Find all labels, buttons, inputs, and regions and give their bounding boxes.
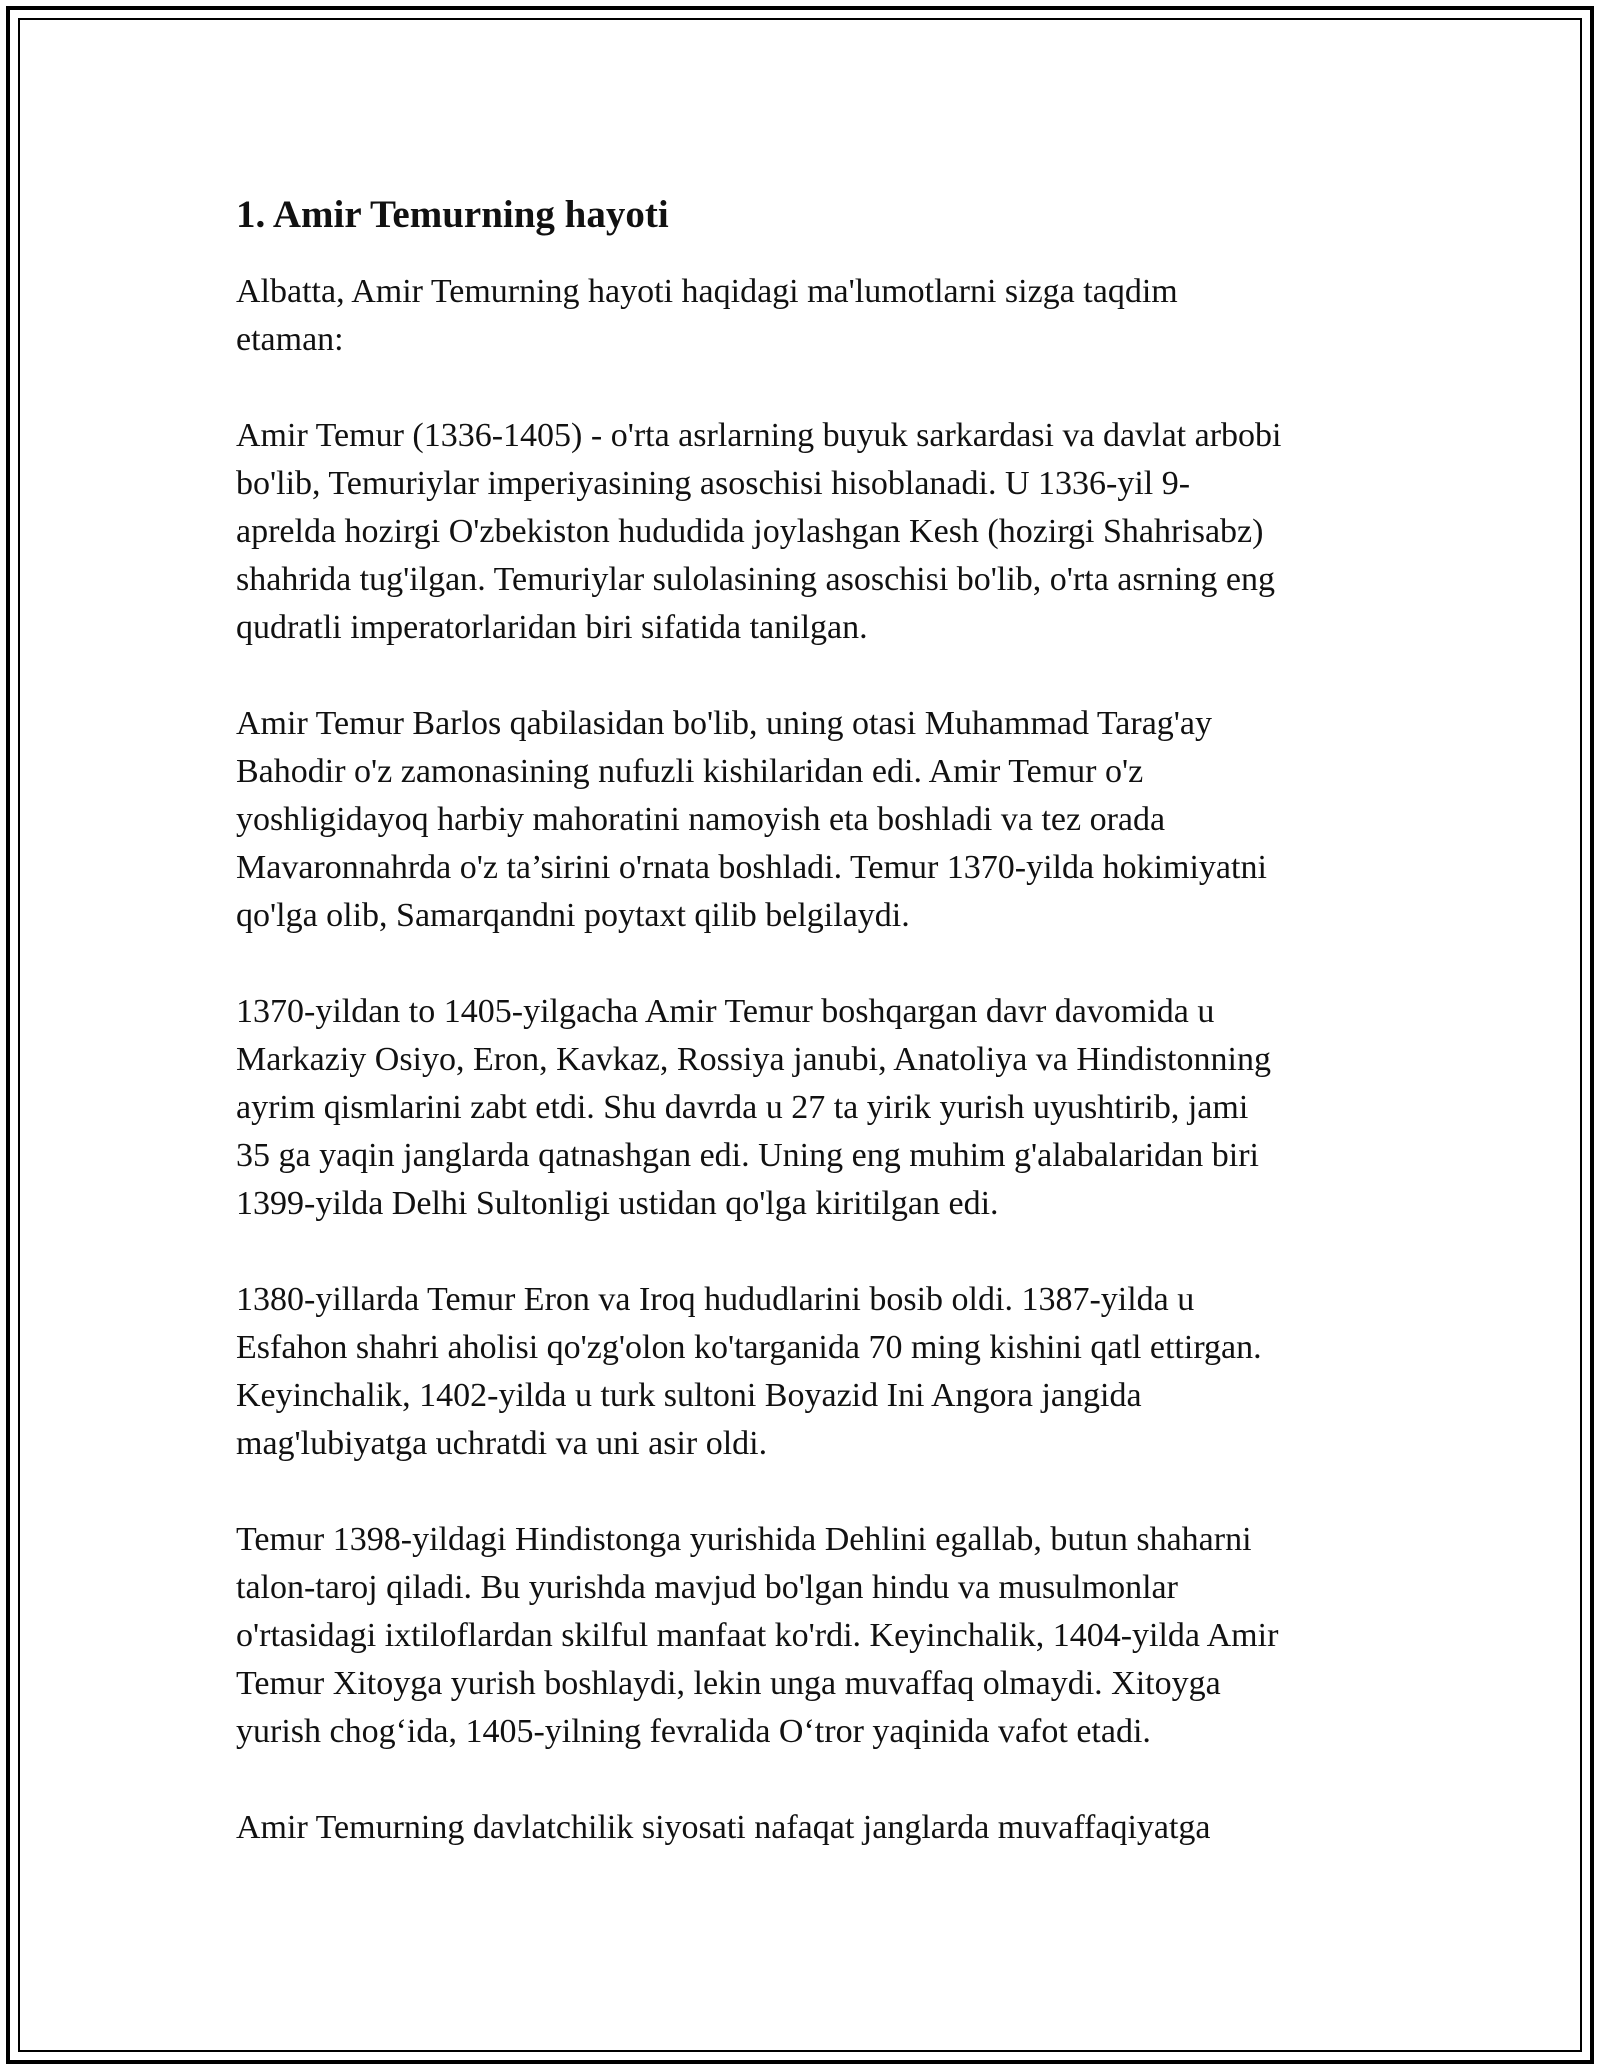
paragraph-statecraft: Amir Temurning davlatchilik siyosati nafaqat janglarda muvaffaqiyatga (236, 1809, 1211, 1846)
paragraph-conquests: 1370-yildan to 1405-yilgacha Amir Temur boshqargan davr davomida u Markaziy Osiyo, Eron, Kavkaz, Rossiya janubi, Anatoliya va Hindistonning ayrim qismlarini zabt etdi. Shu davrda u 27 ta yirik yurish uyushtirib, jami 35 ga yaqin janglarda qatnashgan edi. Uning eng muhim g'alabalaridan biri 1399-yilda Delhi Sultonligi ustidan qo'lga kiritilgan edi. (236, 993, 1271, 1222)
paragraph-origins: Amir Temur Barlos qabilasidan bo'lib, uning otasi Muhammad Tarag'ay Bahodir o'z zamonasining nufuzli kishilaridan edi. Amir Temur o'z yoshligidayoq harbiy mahoratini namoyish eta boshladi va tez orada Mavaronnahrda o'z ta’sirini o'rnata boshladi. Temur 1370-yilda hokimiyatni qo'lga olib, Samarqandni poytaxt qilib belgilaydi. (236, 705, 1267, 934)
document-body (236, 190, 1376, 1852)
paragraph-biography: Amir Temur (1336-1405) - o'rta asrlarning buyuk sarkardasi va davlat arbobi bo'lib, Temuriylar imperiyasining asoschisi hisoblanadi. U 1336-yil 9- aprelda hozirgi O'zbekiston hududida joylashgan Kesh (hozirgi Shahrisabz) shahrida tug'ilgan. Temuriylar sulolasining asoschisi bo'lib, o'rta asrning eng qudratli imperatorlaridan biri sifatida tanilgan. (236, 417, 1282, 646)
paragraph-campaigns: 1380-yillarda Temur Eron va Iroq hududlarini bosib oldi. 1387-yilda u Esfahon shahri aholisi qo'zg'olon ko'targanida 70 ming kishini qatl ettirgan. Keyinchalik, 1402-yilda u turk sultoni Boyazid Ini Angora jangida mag'lubiyatga uchratdi va uni asir oldi. (236, 1281, 1262, 1462)
section-title: 1. Amir Temurning hayoti (236, 193, 669, 236)
paragraph-india-china: Temur 1398-yildagi Hindistonga yurishida Dehlini egallab, butun shaharni talon-taroj qiladi. Bu yurishda mavjud bo'lgan hindu va musulmonlar o'rtasidagi ixtiloflardan skilful manfaat ko'rdi. Keyinchalik, 1404-yilda Amir Temur Xitoyga yurish boshlaydi, lekin unga muvaffaq olmaydi. Xitoyga yurish chog‘ida, 1405-yilning fevralida O‘tror yaqinida vafot etadi. (236, 1521, 1279, 1750)
paragraph-intro: Albatta, Amir Temurning hayoti haqidagi ma'lumotlarni sizga taqdim etaman: (236, 273, 1178, 358)
